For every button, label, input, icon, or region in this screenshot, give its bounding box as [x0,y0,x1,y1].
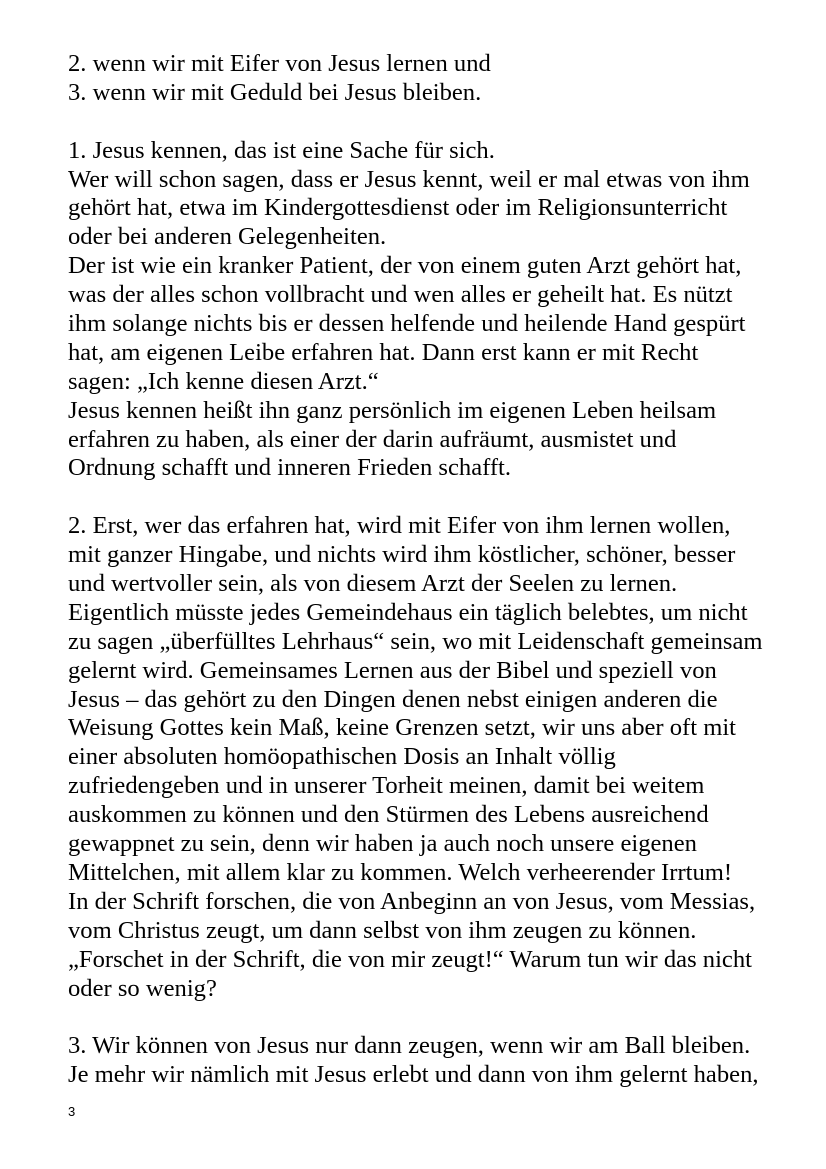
text-line: In der Schrift forschen, die von Anbeginn an von Jesus, vom Messias, [68,887,756,915]
text-line: und wertvoller sein, als von diesem Arzt der Seelen zu lernen. [68,570,678,598]
text-line: auskommen zu können und den Stürmen des Lebens ausreichend [68,801,709,829]
paragraph-gap [68,483,808,512]
text-line: Je mehr wir nämlich mit Jesus erlebt und dann von ihm gelernt haben, [68,1061,759,1089]
text-line: Wer will schon sagen, dass er Jesus kennt, weil er mal etwas von ihm [68,165,750,193]
text-line: einer absoluten homöopathischen Dosis an Inhalt völlig [68,743,616,771]
text-line: Der ist wie ein kranker Patient, der von einem guten Arzt gehört hat, [68,252,742,280]
text-line: oder bei anderen Gelegenheiten. [68,223,387,251]
text-line: zu sagen „überfülltes Lehrhaus“ sein, wo mit Leidenschaft gemeinsam [68,627,763,655]
text-line: gewappnet zu sein, denn wir haben ja auch noch unsere eigenen [68,830,697,858]
text-line: Eigentlich müsste jedes Gemeindehaus ein täglich belebtes, um nicht [68,598,748,626]
paragraph-section-1 [68,137,808,484]
text-line: vom Christus zeugt, um dann selbst von ihm zeugen zu können. [68,916,697,944]
paragraph-intro-list [68,50,808,108]
text-line: Jesus – das gehört zu den Dingen denen nebst einigen anderen die [68,685,718,713]
paragraph-section-2 [68,512,808,1003]
text-line: Mittelchen, mit allem klar zu kommen. Welch verheerender Irrtum! [68,858,733,886]
text-line: hat, am eigenen Leibe erfahren hat. Dann erst kann er mit Recht [68,338,699,366]
text-line: 2. wenn wir mit Eifer von Jesus lernen und [68,50,491,77]
text-line: was der alles schon vollbracht und wen alles er geheilt hat. Es nützt [68,281,733,309]
paragraph-gap [68,108,808,137]
page-number: 3 [68,1104,76,1119]
text-line: oder so wenig? [68,974,217,1002]
text-line: sagen: „Ich kenne diesen Arzt.“ [68,367,379,395]
paragraph-gap [68,1003,808,1032]
text-line: Ordnung schafft und inneren Frieden schafft. [68,454,512,482]
text-line: „Forschet in der Schrift, die von mir zeugt!“ Warum tun wir das nicht [68,945,752,973]
paragraph-section-3 [68,1032,808,1090]
text-line: erfahren zu haben, als einer der darin aufräumt, ausmistet und [68,425,677,453]
text-line: gehört hat, etwa im Kindergottesdienst oder im Religionsunterricht [68,194,728,222]
text-line: 3. Wir können von Jesus nur dann zeugen, wenn wir am Ball bleiben. [68,1032,751,1060]
document-body [68,50,808,1090]
text-line: Jesus kennen heißt ihn ganz persönlich im eigenen Leben heilsam [68,396,717,424]
text-line: 3. wenn wir mit Geduld bei Jesus bleiben. [68,78,482,106]
text-line: Weisung Gottes kein Maß, keine Grenzen setzt, wir uns aber oft mit [68,714,737,742]
text-line: zufriedengeben und in unserer Torheit meinen, damit bei weitem [68,772,705,800]
text-line: mit ganzer Hingabe, und nichts wird ihm köstlicher, schöner, besser [68,541,736,569]
text-line: gelernt wird. Gemeinsames Lernen aus der Bibel und speziell von [68,656,717,684]
text-line: 1. Jesus kennen, das ist eine Sache für sich. [68,136,495,164]
text-line: 2. Erst, wer das erfahren hat, wird mit Eifer von ihm lernen wollen, [68,512,731,540]
text-line: ihm solange nichts bis er dessen helfende und heilende Hand gespürt [68,310,746,338]
